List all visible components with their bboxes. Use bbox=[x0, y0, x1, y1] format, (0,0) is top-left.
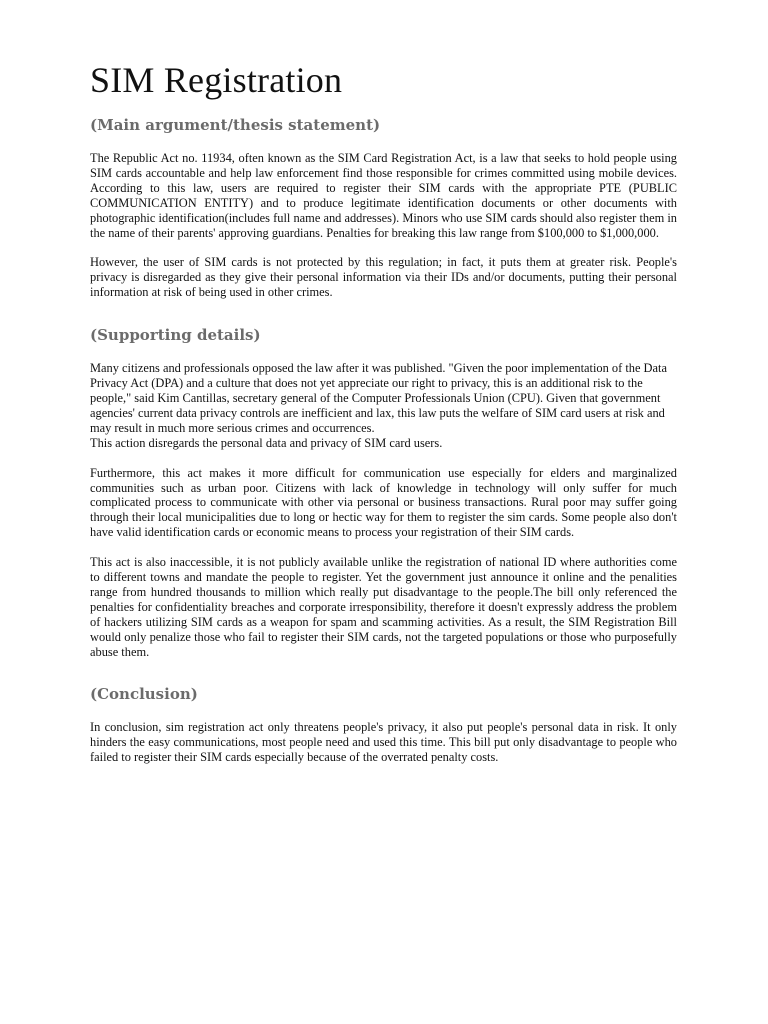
section-heading: (Conclusion) bbox=[90, 685, 198, 704]
paragraph: This act is also inaccessible, it is not publicly available unlike the registration of national ID where authorities come to different towns and mandate the people to register. Yet the government just announce it online and the penalities range from hundred thousands to million which really put disadvantage to the people.The bill only referenced the penalties for confidentiality breaches and corporate irresponsibility, therefore it doesn't expressly address the problem of hackers utilizing SIM cards as a weapon for spam and scamming activities. As a result, the SIM Registration Bill would only penalize those who fail to register their SIM cards, not the targeted populations or those who purposefully abuse them. bbox=[90, 555, 677, 659]
section-main-argument bbox=[90, 115, 677, 300]
paragraph: Many citizens and professionals opposed the law after it was published. "Given the poor implementation of the Data Privacy Act (DPA) and a culture that does not yet appreciate our right to privacy, this is an additional risk to the people," said Kim Cantillas, secretary general of the Computer Professionals Union (CPU). Given that government agencies' current data privacy controls are inefficient and lax, this law puts the welfare of SIM card users at risk and may result in much more serious crimes and occurrences. bbox=[90, 361, 667, 435]
section-conclusion bbox=[90, 684, 677, 765]
paragraph: In conclusion, sim registration act only threatens people's privacy, it also put people's personal data in risk. It only hinders the easy communications, most people need and used this time. This bill put only disadvantage to people who failed to register their SIM cards especially because of the overrated penalty costs. bbox=[90, 720, 677, 765]
paragraph: Furthermore, this act makes it more difficult for communication use especially for elders and marginalized communities such as urban poor. Citizens with lack of knowledge in technology will only suffer for much complicated process to communicate with other via personal or business transactions. Rural poor may suffer going through their local municipalities due to long or hectic way for them to register the sim cards. Some people also don't have valid identification cards or economic means to process your registration of their SIM cards. bbox=[90, 465, 677, 540]
section-heading: (Main argument/thesis statement) bbox=[90, 116, 381, 134]
section-supporting-details bbox=[90, 325, 677, 659]
document-page bbox=[90, 62, 677, 765]
paragraph: The Republic Act no. 11934, often known as the SIM Card Registration Act, is a law that seeks to hold people using SIM cards accountable and help law enforcement find those responsible for crimes committed using mobile devices. According to this law, users are required to register their SIM cards with the appropriate PTE (PUBLIC COMMUNICATION ENTITY) and to produce legitimate identification documents or other documents with photographic identification(includes full name and addresses). Minors who use SIM cards should also register them in the name of their parents' approving guardians. Penalties for breaking this law range from $100,000 to $1,000,000. bbox=[90, 151, 677, 240]
paragraph: However, the user of SIM cards is not protected by this regulation; in fact, it puts them at greater risk. People's privacy is disregarded as they give their personal information via their IDs and/or documents, putting their personal information at risk of being used in other crimes. bbox=[90, 255, 677, 300]
section-heading: (Supporting details) bbox=[90, 326, 261, 345]
paragraph: This action disregards the personal data and privacy of SIM card users. bbox=[90, 435, 443, 450]
document-title: SIM Registration bbox=[90, 60, 343, 100]
